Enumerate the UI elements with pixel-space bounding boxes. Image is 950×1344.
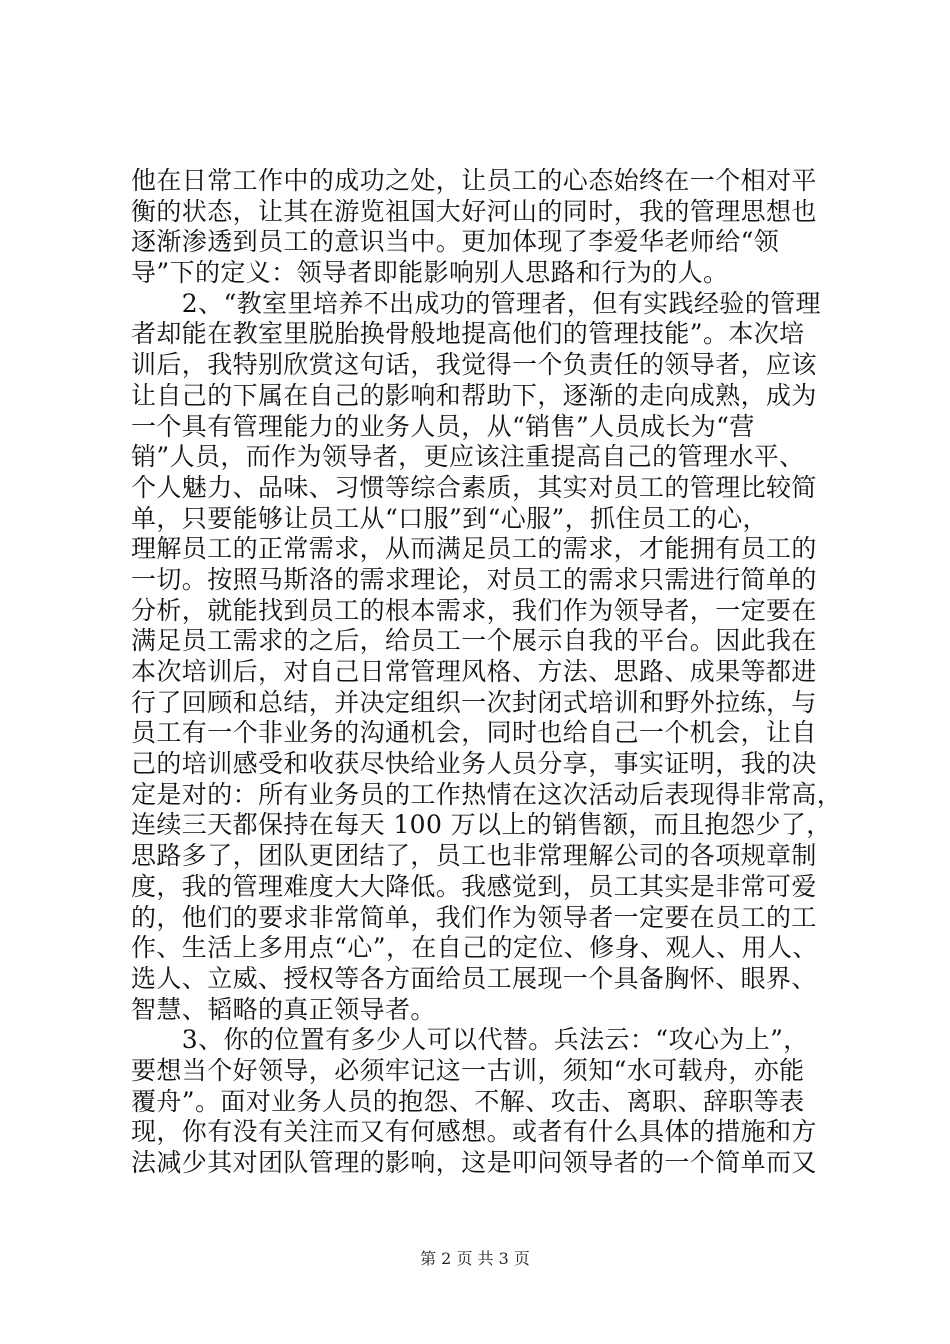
- text-line: 分析，就能找到员工的根本需求，我们作为领导者，一定要在: [131, 595, 817, 625]
- text-line: 现，你有没有关注而又有何感想。或者有什么具体的措施和方: [131, 1117, 817, 1147]
- text-line: 要想当个好领导，必须牢记这一古训，须知“水可载舟，亦能: [131, 1055, 805, 1085]
- page-footer: [0, 1246, 950, 1269]
- text-line: 2、“教室里培养不出成功的管理者，但有实践经验的管理: [131, 288, 821, 318]
- text-line: 的，他们的要求非常简单，我们作为领导者一定要在员工的工: [131, 902, 817, 932]
- text-line: 选人、立威、授权等各方面给员工展现一个具备胸怀、眼界、: [131, 963, 817, 993]
- text-line: 导”下的定义：领导者即能影响别人思路和行为的人。: [131, 258, 729, 288]
- text-line: 法减少其对团队管理的影响，这是叩问领导者的一个简单而又: [131, 1148, 817, 1177]
- text-line: 单，只要能够让员工从“口服”到“心服”，抓住员工的心，: [131, 503, 768, 533]
- text-line: 己的培训感受和收获尽快给业务人员分享，事实证明，我的决: [131, 749, 817, 779]
- text-line: 他在日常工作中的成功之处，让员工的心态始终在一个相对平: [131, 166, 817, 195]
- text-line: 满足员工需求的之后，给员工一个展示自我的平台。因此我在: [131, 626, 817, 656]
- text-line: 理解员工的正常需求，从而满足员工的需求，才能拥有员工的: [131, 534, 817, 564]
- text-line: 作、生活上多用点“心”，在自己的定位、修身、观人、用人、: [131, 933, 818, 963]
- page-number-label: 第 2 页 共 3 页: [420, 1249, 530, 1268]
- text-line: 3、你的位置有多少人可以代替。兵法云：“攻心为上”，: [131, 1025, 809, 1055]
- text-line: 一切。按照马斯洛的需求理论，对员工的需求只需进行简单的: [131, 564, 817, 594]
- text-line: 衡的状态，让其在游览祖国大好河山的同时，我的管理思想也: [131, 196, 817, 226]
- text-line: 逐渐渗透到员工的意识当中。更加体现了李爱华老师给“领: [131, 227, 780, 257]
- text-line: 连续三天都保持在每天 100 万以上的销售额，而且抱怨少了，: [131, 810, 832, 840]
- text-line: 定是对的：所有业务员的工作热情在这次活动后表现得非常高，: [131, 779, 843, 809]
- text-line: 让自己的下属在自己的影响和帮助下，逐渐的走向成熟，成为: [131, 380, 817, 410]
- text-line: 个人魅力、品味、习惯等综合素质，其实对员工的管理比较简: [131, 472, 817, 502]
- text-line: 覆舟”。面对业务人员的抱怨、不解、攻击、离职、辞职等表: [131, 1086, 805, 1116]
- text-line: 员工有一个非业务的沟通机会，同时也给自己一个机会，让自: [131, 718, 817, 748]
- text-line: 行了回顾和总结，并决定组织一次封闭式培训和野外拉练，与: [131, 687, 817, 717]
- text-line: 训后，我特别欣赏这句话，我觉得一个负责任的领导者，应该: [131, 350, 817, 380]
- text-line: 销”人员，而作为领导者，更应该注重提高自己的管理水平、: [131, 442, 805, 472]
- text-line: 者却能在教室里脱胎换骨般地提高他们的管理技能”。本次培: [131, 319, 805, 349]
- text-line: 智慧、韬略的真正领导者。: [131, 994, 436, 1024]
- text-line: 思路多了，团队更团结了，员工也非常理解公司的各项规章制: [131, 841, 817, 871]
- text-line: 度，我的管理难度大大降低。我感觉到，员工其实是非常可爱: [131, 871, 817, 901]
- text-line: 一个具有管理能力的业务人员，从“销售”人员成长为“营: [131, 411, 755, 441]
- text-line: 本次培训后，对自己日常管理风格、方法、思路、成果等都进: [131, 657, 817, 686]
- document-body: [131, 166, 843, 1179]
